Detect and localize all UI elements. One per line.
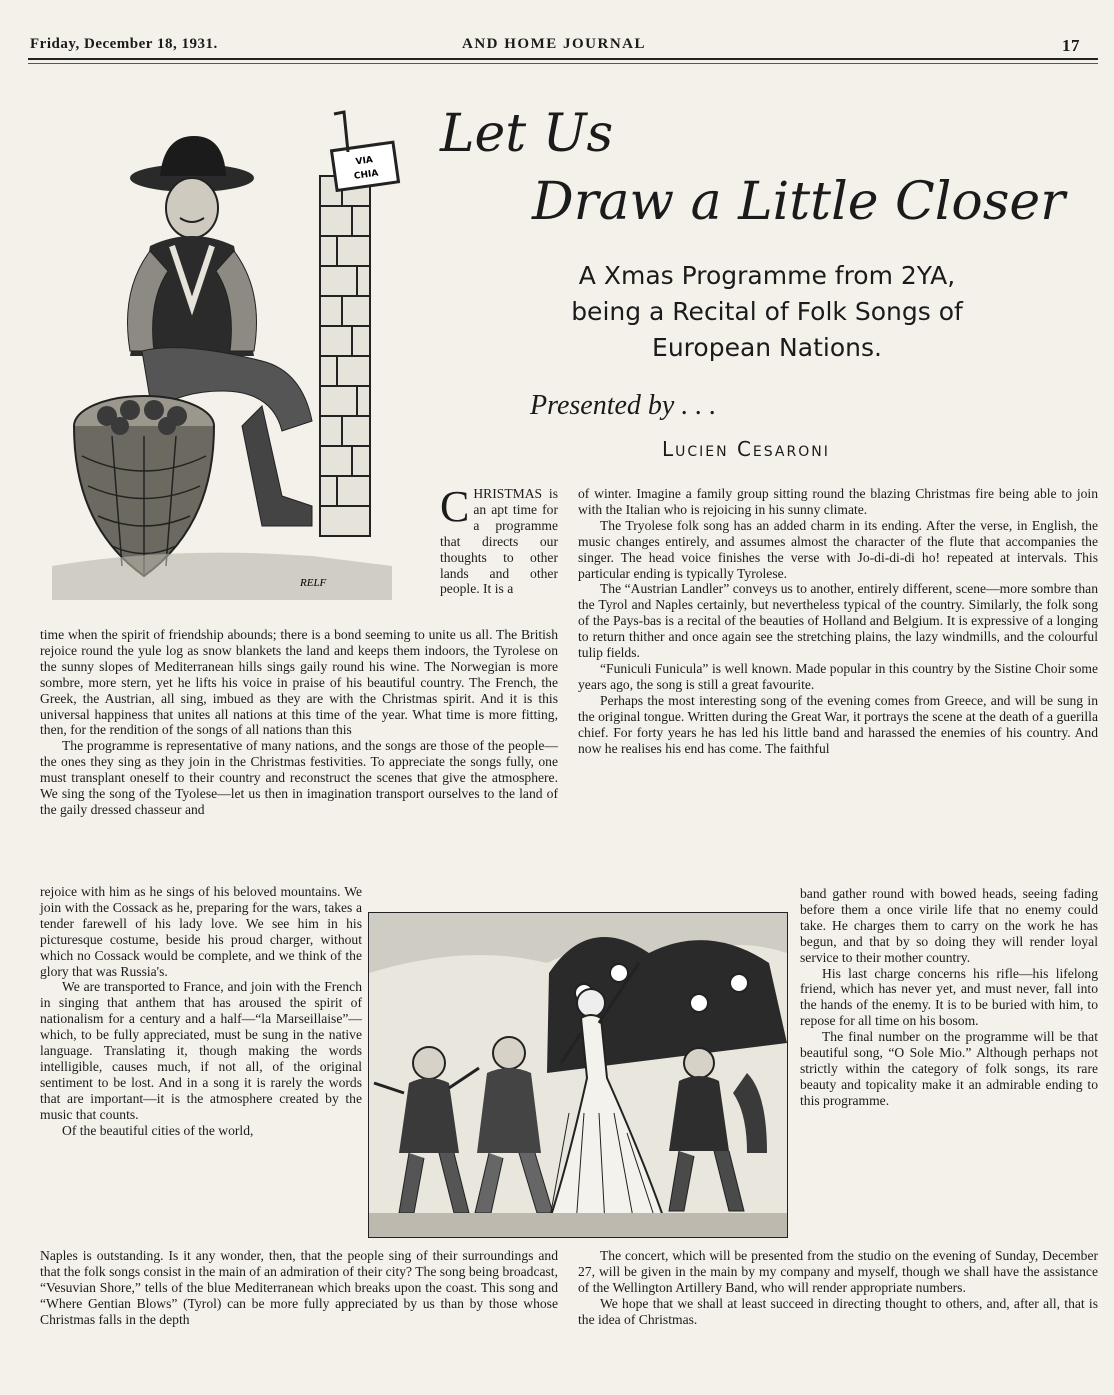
subtitle-line1: A Xmas Programme from 2YA,	[578, 261, 956, 290]
right-column	[578, 486, 1098, 756]
subtitle-line2: being a Recital of Folk Songs of	[571, 297, 963, 326]
right-narrow-column	[800, 886, 1098, 1109]
publication-name: AND HOME JOURNAL	[462, 36, 646, 52]
right-bottom-column	[578, 1248, 1098, 1328]
paragraph: His last charge concerns his rifle—his lifelong friend, which has never yet, and must never, fall into the hands of the enemy. It is to be buried with him, to repose for all time on his bosom.	[800, 965, 1098, 1029]
paragraph: Naples is outstanding. Is it any wonder, then, that the people sing of their surroundings and that the folk songs consist in the main of an admiration of their city? The song being broadcast, “Vesuvian Shore,” tells of the blue Mediterranean which breaks upon the coast. This song and “Where Gentian Blows” (Tyrol) can be more fully appreciated by us than by those whose Christmas falls in the depth	[40, 1248, 558, 1327]
left-wide-column	[40, 627, 558, 818]
paragraph: The final number on the programme will be that beautiful song, “O Sole Mio.” Although perhaps not strictly within the category of folk songs, its rare beauty and topicality make it an admirable ending to this programme.	[800, 1029, 1098, 1108]
article-title-line1: Let Us	[440, 104, 614, 164]
left-bottom-column	[40, 1248, 558, 1328]
article-title-line2: Draw a Little Closer	[532, 172, 1066, 232]
article-subtitle	[552, 258, 982, 366]
svg-text:CHIA: CHIA	[353, 168, 380, 182]
paragraph: “Funiculi Funicula” is well known. Made popular in this country by the Sistine Choir some years ago, the song is still a great favourite.	[578, 660, 1098, 692]
intro-column	[440, 482, 558, 597]
page-number: 17	[1062, 36, 1080, 55]
paragraph: The “Austrian Landler” conveys us to another, entirely different, scene—more sombre than the Tyrol and Naples certainly, but nevertheless typical of the country. Similarly, the folk song of the Pays-bas is a recital of the beauties of Holland and Belgium. It is expressive of a longing to return thither and once again see the stretching plains, the lazy windmills, and the colourful tulip fields.	[578, 581, 1098, 661]
paragraph: The programme is representative of many nations, and the songs are those of the people—the ones they sing as they join in the Christmas festivities. To appreciate the songs fully, one must transplant oneself to their country and reconstruct the scenes that give the atmosphere. We sing the song of the Tyolese—let us then in imagination transport ourselves to the land of the gaily dressed chasseur and	[40, 738, 558, 817]
tyrolean-singer-illustration	[52, 96, 412, 600]
paragraph: Of the beautiful cities of the world,	[62, 1122, 254, 1138]
folk-dancers-illustration	[368, 912, 788, 1238]
header-rule	[28, 58, 1098, 60]
paragraph: The Tryolese folk song has an added charm in its ending. After the verse, in English, the music changes entirely, and assumes almost the character of the flute that accompanies the singer. The head voice finishes the verse with Jo-di-di-di ho! repeated at intervals. This particular ending is typically Tyrolese.	[578, 517, 1098, 581]
illustrator-signature: RELF	[300, 577, 327, 589]
paragraph: We are transported to France, and join with the French in singing that anthem that has aroused the spirit of nationalism for a century and a half—“la Marseillaise”—which, to be fully appreciated, must be sung in the native language. Translating it, though making the words intelligible, causes much, if not all, of the original sentiment to be lost. And in a song it is rarely the words that are important—it is the atmosphere created by the music that counts.	[40, 979, 362, 1122]
paragraph: The concert, which will be presented from the studio on the evening of Sunday, December 27, will be given in the main by my company and myself, though we shall have the assistance of the Wellington Artillery Band, who will render appropriate numbers.	[578, 1248, 1098, 1295]
paragraph: band gather round with bowed heads, seeing fading before them a once virile life that no enemy could take. He charges them to carry on the work he has begun, and that by so doing they will render loyal service to their mother country.	[800, 886, 1098, 965]
subtitle-line3: European Nations.	[652, 333, 882, 362]
paragraph: rejoice with him as he sings of his beloved mountains. We join with the Cossack as he, preparing for the wars, takes a tender farewell of his lady love. We see him in his picturesque costume, beside his proud charger, without which no Cossack would be complete, and we think of the glory that was Russia's.	[40, 884, 362, 979]
presented-by: Presented by . . .	[530, 390, 717, 421]
svg-text:VIA: VIA	[355, 155, 374, 168]
paragraph: Perhaps the most interesting song of the evening comes from Greece, and will be sung in the original tongue. Written during the Great War, it portrays the scene at the death of a guerilla chief. For forty years he has led his little band and harassed the enemies of his country. And now he realises his end has come. The faithful	[578, 692, 1098, 756]
intro-text: HRISTMAS is an apt time for a programme that directs our thoughts to other lands and other people. It is a	[440, 486, 558, 597]
author-name: Lucien Cesaroni	[662, 437, 830, 461]
paragraph: We hope that we shall at least succeed in directing thought to others, and, after all, that is the idea of Christmas.	[578, 1295, 1098, 1327]
left-narrow-column	[40, 884, 362, 1139]
issue-date: Friday, December 18, 1931.	[30, 36, 218, 52]
header-rule-thin	[28, 63, 1098, 64]
paragraph: time when the spirit of friendship abounds; there is a bond seeming to unite us all. The British rejoice round the yule log as snow blankets the land and keeps them indoors, the Tyrolese on the sunny slopes of Mediterranean hills sings gaily round his wine. The Norwegian is more sombre, more stern, yet he lifts his voice in praise of his beautiful country. The French, the Greek, the Austrian, all sing, imbued as they are with the Christmas spirit. And it is this universal happiness that unites all nations at this time of the year. What time is more fitting, then, for the rendition of the songs of all nations than this	[40, 627, 558, 738]
drop-cap: C	[440, 482, 470, 531]
paragraph: of winter. Imagine a family group sitting round the blazing Christmas fire being able to join with the Italian who is rejoicing in his sunny climate.	[578, 486, 1098, 517]
